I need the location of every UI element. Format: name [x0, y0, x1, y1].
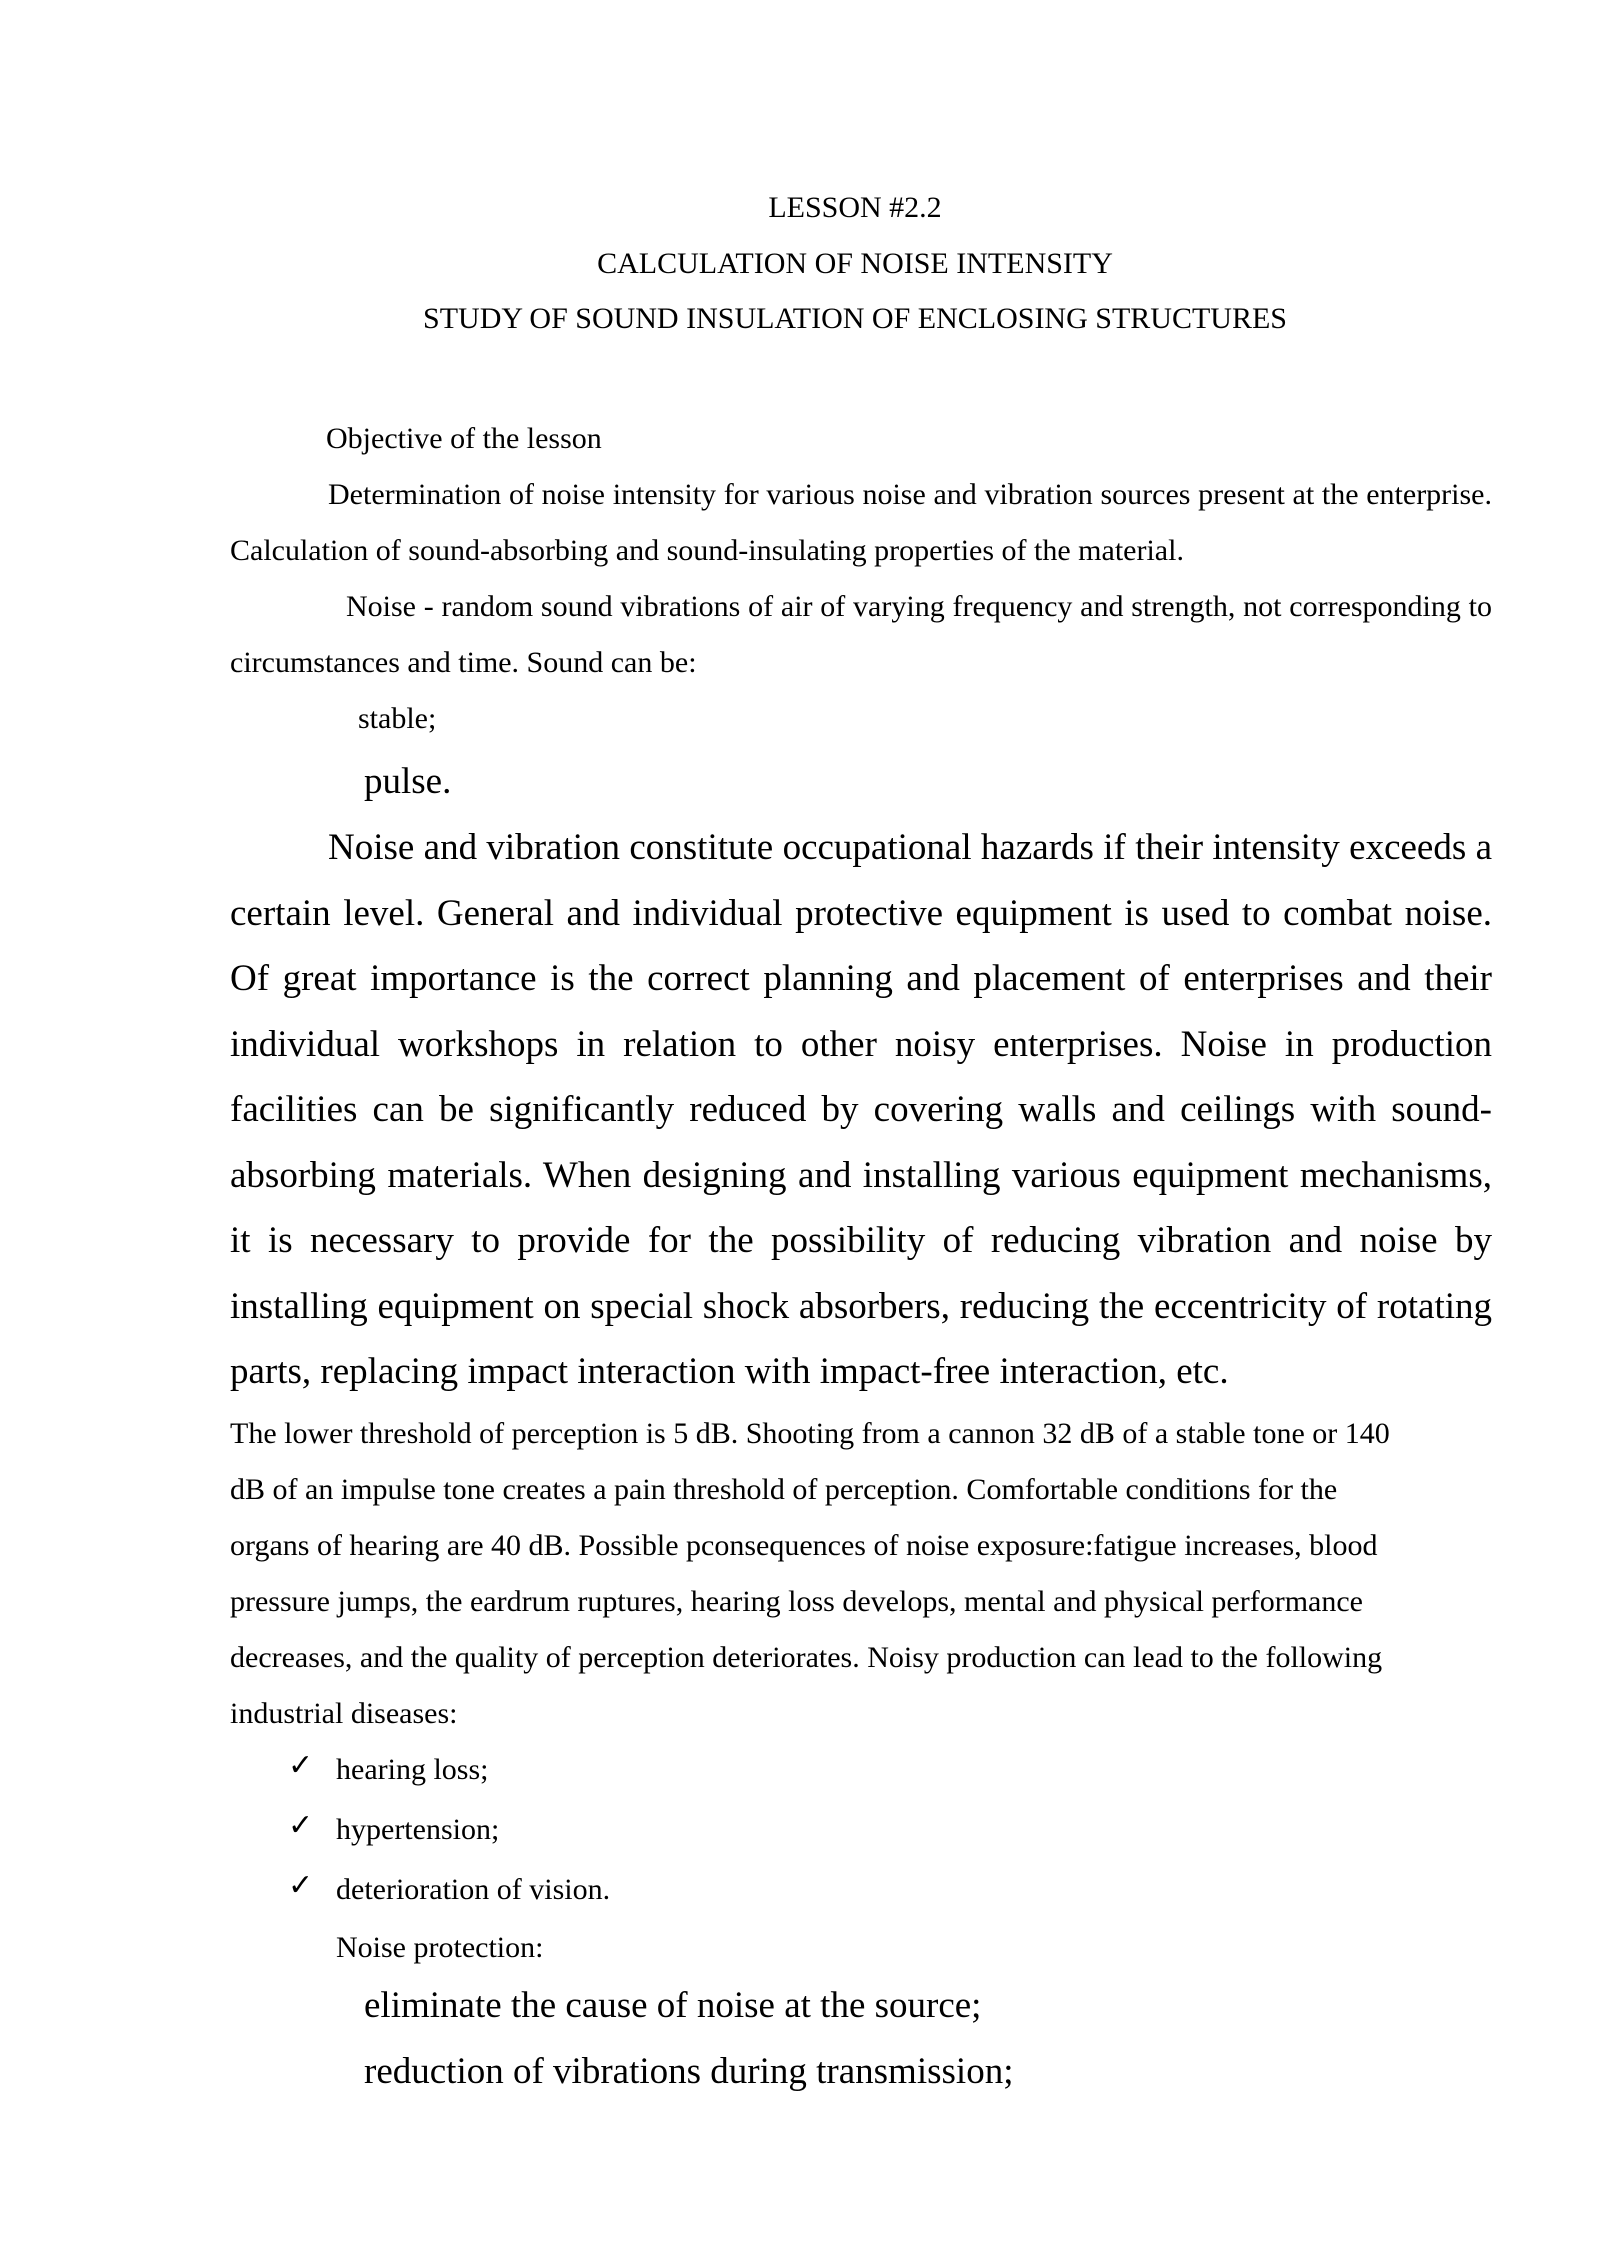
- hazards-paragraph: Noise and vibration constitute occupational hazards if their intensity exceeds a certain level. General and individual protective equipment is used to combat noise. Of great importance is the correct planning and placement of enterprises and their individual workshops in relation to other noisy enterprises. Noise in production facilities can be significantly reduced by covering walls and ceilings with sound-absorbing materials. When designing and installing various equipment mechanisms, it is necessary to provide for the possibility of reducing vibration and noise by installing equipment on special shock absorbers, reducing the eccentricity of rotating parts, replacing impact interaction with impact-free interaction, etc.: [230, 827, 1492, 1392]
- checkmark-icon: ✓: [288, 1868, 314, 1903]
- noise-protection-heading: Noise protection:: [336, 1931, 544, 1964]
- objective-heading: Objective of the lesson: [326, 422, 602, 455]
- disease-label: deterioration of vision.: [336, 1873, 611, 1906]
- threshold-line: pressure jumps, the eardrum ruptures, hearing loss develops, mental and physical performance: [230, 1585, 1363, 1618]
- noise-protection-item: eliminate the cause of noise at the source;: [364, 1985, 982, 2026]
- threshold-line: dB of an impulse tone creates a pain threshold of perception. Comfortable conditions for the: [230, 1473, 1338, 1506]
- disease-label: hypertension;: [336, 1813, 500, 1846]
- objective-text: Determination of noise intensity for various noise and vibration sources present at the enterprise. Calculation of sound-absorbing and sound-insulating properties of the material.: [230, 478, 1492, 567]
- lesson-subtitle: STUDY OF SOUND INSULATION OF ENCLOSING STRUCTURES: [423, 302, 1287, 335]
- threshold-line: industrial diseases:: [230, 1697, 458, 1730]
- sound-kind-stable: stable;: [358, 702, 437, 735]
- disease-label: hearing loss;: [336, 1753, 489, 1786]
- lesson-number: LESSON #2.2: [768, 191, 942, 224]
- noise-protection-item: reduction of vibrations during transmission;: [364, 2051, 1014, 2092]
- checkmark-icon: ✓: [288, 1748, 314, 1783]
- noise-definition: Noise - random sound vibrations of air of varying frequency and strength, not corresponding to circumstances and time. Sound can be:: [230, 590, 1492, 679]
- checkmark-icon: ✓: [288, 1808, 314, 1843]
- threshold-line: The lower threshold of perception is 5 dB. Shooting from a cannon 32 dB of a stable tone or 140: [230, 1417, 1390, 1450]
- threshold-line: decreases, and the quality of perception deteriorates. Noisy production can lead to the following: [230, 1641, 1383, 1674]
- threshold-line: organs of hearing are 40 dB. Possible pconsequences of noise exposure:fatigue increases, blood: [230, 1529, 1378, 1562]
- sound-kind-pulse: pulse.: [364, 761, 452, 802]
- lesson-title: CALCULATION OF NOISE INTENSITY: [597, 247, 1113, 280]
